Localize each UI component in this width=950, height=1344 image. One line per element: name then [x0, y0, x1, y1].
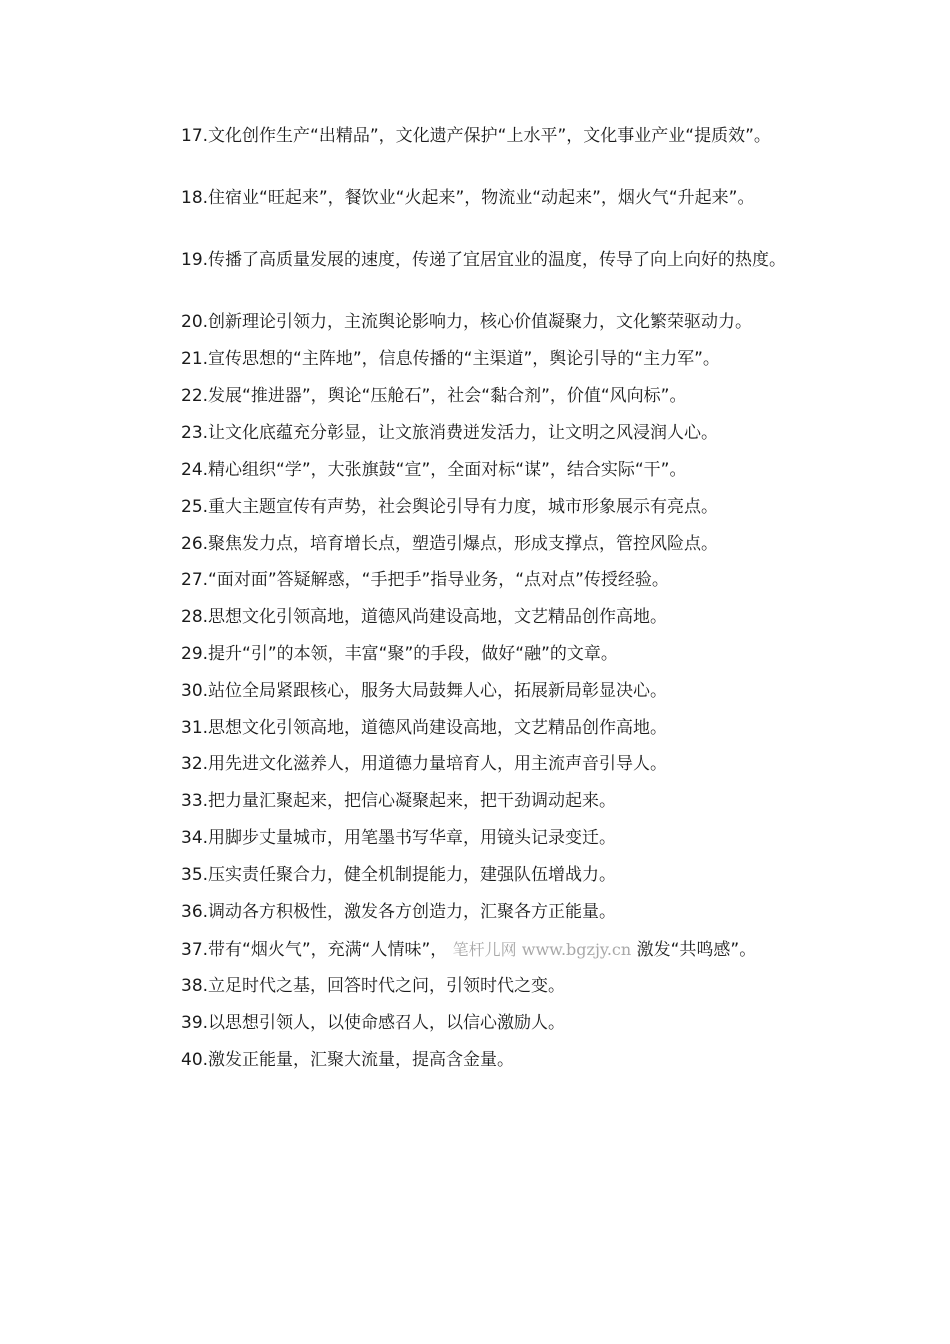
- list-item: 35.压实责任聚合力，健全机制提能力，建强队伍增战力。: [181, 865, 617, 885]
- list-item: 26.聚焦发力点，培育增长点，塑造引爆点，形成支撑点，管控风险点。: [181, 534, 719, 554]
- list-item: 17.文化创作生产“出精品”，文化遗产保护“上水平”，文化事业产业“提质效”。: [181, 126, 771, 146]
- list-item-text: 37.带有“烟火气”，充满“人情味”，: [181, 940, 448, 960]
- watermark-text: 笔杆儿网 www.bgzjy.cn: [452, 940, 632, 959]
- list-item: 39.以思想引领人，以使命感召人，以信心激励人。: [181, 1013, 566, 1033]
- list-item: 24.精心组织“学”，大张旗鼓“宣”，全面对标“谋”，结合实际“干”。: [181, 460, 687, 480]
- list-item: 29.提升“引”的本领，丰富“聚”的手段，做好“融”的文章。: [181, 644, 618, 664]
- list-item: 19.传播了高质量发展的速度，传递了宜居宜业的温度，传导了向上向好的热度。: [181, 250, 787, 270]
- list-item: 38.立足时代之基，回答时代之问，引领时代之变。: [181, 976, 566, 996]
- list-item: 22.发展“推进器”，舆论“压舱石”，社会“黏合剂”，价值“风向标”。: [181, 386, 687, 406]
- list-item: 30.站位全局紧跟核心，服务大局鼓舞人心，拓展新局彰显决心。: [181, 681, 668, 701]
- list-item: 21.宣传思想的“主阵地”，信息传播的“主渠道”，舆论引导的“主力军”。: [181, 349, 720, 369]
- list-item: 18.住宿业“旺起来”，餐饮业“火起来”，物流业“动起来”，烟火气“升起来”。: [181, 188, 755, 208]
- list-item: 23.让文化底蕴充分彰显，让文旅消费迸发活力，让文明之风浸润人心。: [181, 423, 719, 443]
- list-item: 34.用脚步丈量城市，用笔墨书写华章，用镜头记录变迁。: [181, 828, 617, 848]
- list-item: 32.用先进文化滋养人，用道德力量培育人，用主流声音引导人。: [181, 754, 668, 774]
- list-item: 31.思想文化引领高地，道德风尚建设高地，文艺精品创作高地。: [181, 718, 668, 738]
- list-item: 25.重大主题宣传有声势，社会舆论引导有力度，城市形象展示有亮点。: [181, 497, 719, 517]
- list-item: 28.思想文化引领高地，道德风尚建设高地，文艺精品创作高地。: [181, 607, 668, 627]
- list-item: 20.创新理论引领力，主流舆论影响力，核心价值凝聚力，文化繁荣驱动力。: [181, 312, 753, 332]
- list-item: 36.调动各方积极性，激发各方创造力，汇聚各方正能量。: [181, 902, 617, 922]
- list-item: 33.把力量汇聚起来，把信心凝聚起来，把干劲调动起来。: [181, 791, 617, 811]
- list-item: 27.“面对面”答疑解惑，“手把手”指导业务，“点对点”传授经验。: [181, 570, 669, 590]
- list-item-37: [143, 937, 823, 963]
- list-item-text: 激发“共鸣感”。: [636, 940, 757, 960]
- list-item: 40.激发正能量，汇聚大流量，提高含金量。: [181, 1050, 515, 1070]
